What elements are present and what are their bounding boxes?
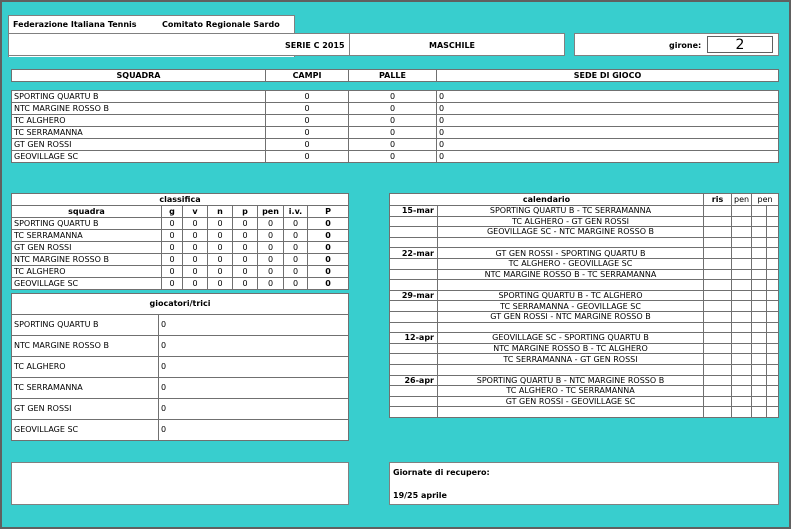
table-row bbox=[390, 333, 779, 344]
col-pen-2: pen bbox=[752, 194, 779, 206]
table-cell[interactable]: 0 bbox=[208, 218, 233, 230]
match-date bbox=[390, 216, 438, 227]
squadre-table bbox=[11, 90, 779, 163]
result-cell[interactable] bbox=[732, 206, 752, 217]
match-date bbox=[390, 343, 438, 354]
match-date bbox=[390, 354, 438, 365]
result-cell[interactable] bbox=[752, 396, 767, 407]
result-cell[interactable] bbox=[732, 364, 752, 375]
table-row bbox=[390, 269, 779, 280]
table-row bbox=[12, 139, 779, 151]
result-cell[interactable] bbox=[767, 269, 779, 280]
match-cell[interactable]: GT GEN ROSSI - GEOVILLAGE SC bbox=[438, 396, 704, 407]
table-row bbox=[390, 386, 779, 397]
result-cell[interactable] bbox=[732, 322, 752, 333]
table-row bbox=[390, 364, 779, 375]
table-cell[interactable]: TC ALGHERO bbox=[12, 357, 159, 378]
match-date bbox=[390, 269, 438, 280]
result-cell[interactable] bbox=[732, 407, 752, 418]
result-cell[interactable] bbox=[752, 343, 767, 354]
table-cell[interactable]: 0 bbox=[266, 103, 349, 115]
match-date bbox=[390, 258, 438, 269]
match-cell[interactable]: TC SERRAMANNA - GEOVILLAGE SC bbox=[438, 301, 704, 312]
divider bbox=[349, 34, 350, 55]
result-cell[interactable] bbox=[752, 227, 767, 238]
table-cell[interactable]: 0 bbox=[258, 242, 284, 254]
result-cell[interactable] bbox=[752, 375, 767, 386]
table-row bbox=[12, 357, 349, 378]
table-cell[interactable]: 0 bbox=[183, 218, 208, 230]
table-cell[interactable]: GT GEN ROSSI bbox=[12, 399, 159, 420]
table-cell[interactable]: 0 bbox=[266, 127, 349, 139]
table-cell[interactable]: 0 bbox=[162, 230, 183, 242]
table-cell[interactable]: 0 bbox=[258, 218, 284, 230]
match-cell[interactable] bbox=[438, 280, 704, 291]
col-ris: ris bbox=[704, 194, 732, 206]
result-cell[interactable] bbox=[752, 354, 767, 365]
table-cell[interactable]: 0 bbox=[258, 254, 284, 266]
table-row bbox=[12, 151, 779, 163]
table-row bbox=[12, 91, 779, 103]
result-cell[interactable] bbox=[732, 258, 752, 269]
table-row bbox=[12, 278, 349, 290]
table-row bbox=[390, 227, 779, 238]
table-cell[interactable]: 0 bbox=[437, 127, 779, 139]
result-cell[interactable] bbox=[732, 386, 752, 397]
col-palle: PALLE bbox=[349, 70, 437, 82]
match-cell[interactable] bbox=[438, 237, 704, 248]
table-row bbox=[12, 420, 349, 441]
giocatori-title: giocatori/trici bbox=[12, 294, 349, 315]
table-cell[interactable]: 0 bbox=[349, 151, 437, 163]
result-cell[interactable] bbox=[752, 258, 767, 269]
match-date bbox=[390, 407, 438, 418]
result-cell[interactable] bbox=[732, 216, 752, 227]
match-date bbox=[390, 386, 438, 397]
table-cell[interactable]: TC ALGHERO bbox=[12, 115, 266, 127]
classifica-col-header: i.v. bbox=[284, 206, 308, 218]
result-cell[interactable] bbox=[732, 301, 752, 312]
match-cell[interactable]: TC ALGHERO - GT GEN ROSSI bbox=[438, 216, 704, 227]
result-cell[interactable] bbox=[767, 248, 779, 259]
result-cell[interactable] bbox=[752, 280, 767, 291]
table-cell[interactable]: TC ALGHERO bbox=[12, 266, 162, 278]
col-campi: CAMPI bbox=[266, 70, 349, 82]
result-cell[interactable] bbox=[732, 354, 752, 365]
serie-box bbox=[8, 33, 565, 56]
col-pen-1: pen bbox=[732, 194, 752, 206]
table-cell[interactable]: 0 bbox=[208, 266, 233, 278]
table-cell[interactable]: 0 bbox=[258, 266, 284, 278]
match-cell[interactable]: GT GEN ROSSI - SPORTING QUARTU B bbox=[438, 248, 704, 259]
table-cell[interactable]: SPORTING QUARTU B bbox=[12, 315, 159, 336]
table-cell[interactable]: GEOVILLAGE SC bbox=[12, 278, 162, 290]
recupero-title: Giornate di recupero: bbox=[393, 468, 490, 477]
result-cell[interactable] bbox=[752, 206, 767, 217]
result-cell[interactable] bbox=[767, 311, 779, 322]
result-cell[interactable] bbox=[752, 364, 767, 375]
table-row bbox=[12, 254, 349, 266]
result-cell[interactable] bbox=[767, 227, 779, 238]
match-date bbox=[390, 311, 438, 322]
match-date bbox=[390, 301, 438, 312]
table-cell[interactable]: 0 bbox=[159, 378, 349, 399]
result-cell[interactable] bbox=[767, 343, 779, 354]
table-row bbox=[12, 230, 349, 242]
match-date bbox=[390, 322, 438, 333]
table-cell[interactable]: TC SERRAMANNA bbox=[12, 230, 162, 242]
match-date bbox=[390, 280, 438, 291]
table-row bbox=[390, 290, 779, 301]
table-cell[interactable]: 0 bbox=[437, 91, 779, 103]
result-cell[interactable] bbox=[732, 333, 752, 344]
classifica-col-header: P bbox=[308, 206, 349, 218]
result-cell[interactable] bbox=[732, 343, 752, 354]
result-cell[interactable] bbox=[732, 227, 752, 238]
result-cell[interactable] bbox=[704, 375, 732, 386]
table-cell[interactable]: 0 bbox=[159, 357, 349, 378]
table-row bbox=[12, 103, 779, 115]
girone-label: girone: bbox=[669, 41, 702, 50]
table-cell[interactable]: 0 bbox=[183, 230, 208, 242]
table-cell[interactable]: 0 bbox=[233, 242, 258, 254]
result-cell[interactable] bbox=[767, 258, 779, 269]
table-row bbox=[12, 378, 349, 399]
table-cell[interactable]: GEOVILLAGE SC bbox=[12, 151, 266, 163]
table-row bbox=[12, 336, 349, 357]
table-row bbox=[12, 315, 349, 336]
recupero-panel bbox=[389, 462, 779, 505]
table-cell[interactable]: 0 bbox=[308, 230, 349, 242]
result-cell[interactable] bbox=[704, 290, 732, 301]
table-row bbox=[12, 127, 779, 139]
result-cell[interactable] bbox=[752, 386, 767, 397]
result-cell[interactable] bbox=[752, 237, 767, 248]
match-cell[interactable] bbox=[438, 364, 704, 375]
table-cell[interactable]: 0 bbox=[208, 278, 233, 290]
match-date bbox=[390, 237, 438, 248]
table-cell[interactable]: 0 bbox=[233, 230, 258, 242]
girone-value-cell[interactable]: 2 bbox=[707, 36, 773, 53]
table-cell[interactable]: GT GEN ROSSI bbox=[12, 139, 266, 151]
table-row bbox=[390, 216, 779, 227]
table-cell[interactable]: 0 bbox=[349, 103, 437, 115]
match-date: 22-mar bbox=[390, 248, 438, 259]
table-row bbox=[390, 375, 779, 386]
table-row bbox=[390, 206, 779, 217]
col-sede: SEDE DI GIOCO bbox=[437, 70, 779, 82]
table-row bbox=[12, 115, 779, 127]
table-cell[interactable]: 0 bbox=[183, 242, 208, 254]
table-row bbox=[390, 280, 779, 291]
table-cell[interactable]: 0 bbox=[162, 242, 183, 254]
result-cell[interactable] bbox=[767, 386, 779, 397]
col-squadra: SQUADRA bbox=[12, 70, 266, 82]
table-row bbox=[390, 301, 779, 312]
table-cell[interactable]: GEOVILLAGE SC bbox=[12, 420, 159, 441]
result-cell[interactable] bbox=[767, 206, 779, 217]
result-cell[interactable] bbox=[752, 333, 767, 344]
table-cell[interactable]: 0 bbox=[308, 278, 349, 290]
table-cell[interactable]: 0 bbox=[284, 254, 308, 266]
table-cell[interactable]: 0 bbox=[258, 230, 284, 242]
calendario-title: calendario bbox=[390, 194, 704, 206]
result-cell[interactable] bbox=[704, 269, 732, 280]
table-cell[interactable]: 0 bbox=[308, 254, 349, 266]
match-cell[interactable]: GEOVILLAGE SC - SPORTING QUARTU B bbox=[438, 333, 704, 344]
classifica-col-header: p bbox=[233, 206, 258, 218]
match-date bbox=[390, 364, 438, 375]
committee-title: Comitato Regionale Sardo bbox=[162, 20, 280, 29]
result-cell[interactable] bbox=[767, 354, 779, 365]
org-title: Federazione Italiana Tennis bbox=[13, 20, 137, 29]
match-date: 15-mar bbox=[390, 206, 438, 217]
classifica-col-header: v bbox=[183, 206, 208, 218]
match-date: 26-apr bbox=[390, 375, 438, 386]
girone-box bbox=[574, 33, 779, 56]
match-cell[interactable]: GT GEN ROSSI - NTC MARGINE ROSSO B bbox=[438, 311, 704, 322]
calendario-table bbox=[389, 193, 779, 418]
match-cell[interactable]: TC SERRAMANNA - GT GEN ROSSI bbox=[438, 354, 704, 365]
result-cell[interactable] bbox=[752, 311, 767, 322]
table-cell[interactable]: 0 bbox=[284, 278, 308, 290]
table-cell[interactable]: 0 bbox=[349, 127, 437, 139]
table-cell[interactable]: NTC MARGINE ROSSO B bbox=[12, 103, 266, 115]
table-row bbox=[390, 322, 779, 333]
table-cell[interactable]: TC SERRAMANNA bbox=[12, 378, 159, 399]
result-cell[interactable] bbox=[704, 216, 732, 227]
match-cell[interactable]: TC ALGHERO - TC SERRAMANNA bbox=[438, 386, 704, 397]
table-cell[interactable]: 0 bbox=[349, 115, 437, 127]
match-date: 29-mar bbox=[390, 290, 438, 301]
result-cell[interactable] bbox=[704, 258, 732, 269]
table-cell[interactable]: 0 bbox=[208, 242, 233, 254]
table-cell[interactable]: 0 bbox=[162, 218, 183, 230]
result-cell[interactable] bbox=[704, 301, 732, 312]
table-row bbox=[12, 266, 349, 278]
match-date bbox=[390, 396, 438, 407]
table-cell[interactable]: 0 bbox=[284, 218, 308, 230]
table-cell[interactable]: 0 bbox=[159, 336, 349, 357]
classifica-col-header: n bbox=[208, 206, 233, 218]
classifica-col-header: g bbox=[162, 206, 183, 218]
match-date: 12-apr bbox=[390, 333, 438, 344]
match-cell[interactable] bbox=[438, 407, 704, 418]
result-cell[interactable] bbox=[752, 407, 767, 418]
result-cell[interactable] bbox=[704, 248, 732, 259]
table-cell[interactable]: 0 bbox=[284, 266, 308, 278]
result-cell[interactable] bbox=[704, 206, 732, 217]
result-cell[interactable] bbox=[704, 237, 732, 248]
match-cell[interactable]: NTC MARGINE ROSSO B - TC SERRAMANNA bbox=[438, 269, 704, 280]
table-row bbox=[390, 407, 779, 418]
result-cell[interactable] bbox=[704, 227, 732, 238]
table-row bbox=[12, 218, 349, 230]
table-cell[interactable]: 0 bbox=[183, 278, 208, 290]
table-cell[interactable]: 0 bbox=[308, 266, 349, 278]
table-cell[interactable]: NTC MARGINE ROSSO B bbox=[12, 254, 162, 266]
result-cell[interactable] bbox=[732, 375, 752, 386]
match-cell[interactable] bbox=[438, 322, 704, 333]
table-cell[interactable]: SPORTING QUARTU B bbox=[12, 218, 162, 230]
result-cell[interactable] bbox=[704, 280, 732, 291]
match-cell[interactable]: SPORTING QUARTU B - TC SERRAMANNA bbox=[438, 206, 704, 217]
table-cell[interactable]: 0 bbox=[208, 254, 233, 266]
table-row bbox=[390, 248, 779, 259]
result-cell[interactable] bbox=[767, 301, 779, 312]
match-cell[interactable]: NTC MARGINE ROSSO B - TC ALGHERO bbox=[438, 343, 704, 354]
table-cell[interactable]: 0 bbox=[159, 399, 349, 420]
table-cell[interactable]: 0 bbox=[208, 230, 233, 242]
category-label: MASCHILE bbox=[429, 41, 476, 50]
result-cell[interactable] bbox=[752, 290, 767, 301]
result-cell[interactable] bbox=[767, 407, 779, 418]
empty-panel bbox=[11, 462, 349, 505]
table-cell[interactable]: 0 bbox=[266, 151, 349, 163]
result-cell[interactable] bbox=[732, 290, 752, 301]
result-cell[interactable] bbox=[704, 333, 732, 344]
table-cell[interactable]: SPORTING QUARTU B bbox=[12, 91, 266, 103]
result-cell[interactable] bbox=[767, 396, 779, 407]
result-cell[interactable] bbox=[767, 216, 779, 227]
table-cell[interactable]: 0 bbox=[233, 266, 258, 278]
result-cell[interactable] bbox=[732, 396, 752, 407]
match-cell[interactable]: SPORTING QUARTU B - TC ALGHERO bbox=[438, 290, 704, 301]
match-cell[interactable]: SPORTING QUARTU B - NTC MARGINE ROSSO B bbox=[438, 375, 704, 386]
giocatori-table bbox=[11, 293, 349, 441]
table-cell[interactable]: 0 bbox=[437, 103, 779, 115]
result-cell[interactable] bbox=[704, 407, 732, 418]
recupero-dates: 19/25 aprile bbox=[393, 491, 447, 500]
result-cell[interactable] bbox=[732, 269, 752, 280]
table-cell[interactable]: 0 bbox=[349, 139, 437, 151]
classifica-col-header: squadra bbox=[12, 206, 162, 218]
table-cell[interactable]: 0 bbox=[266, 139, 349, 151]
match-cell[interactable]: TC ALGHERO - GEOVILLAGE SC bbox=[438, 258, 704, 269]
table-cell[interactable]: 0 bbox=[437, 151, 779, 163]
result-cell[interactable] bbox=[704, 386, 732, 397]
table-row bbox=[390, 237, 779, 248]
result-cell[interactable] bbox=[704, 311, 732, 322]
table-cell[interactable]: 0 bbox=[266, 91, 349, 103]
table-cell[interactable]: 0 bbox=[284, 242, 308, 254]
table-row bbox=[390, 311, 779, 322]
serie-label: SERIE C 2015 bbox=[285, 41, 345, 50]
result-cell[interactable] bbox=[767, 333, 779, 344]
table-cell[interactable]: 0 bbox=[233, 278, 258, 290]
result-cell[interactable] bbox=[732, 280, 752, 291]
table-cell[interactable]: 0 bbox=[308, 242, 349, 254]
result-cell[interactable] bbox=[752, 248, 767, 259]
result-cell[interactable] bbox=[767, 375, 779, 386]
table-cell[interactable]: 0 bbox=[162, 266, 183, 278]
table-cell[interactable]: 0 bbox=[159, 420, 349, 441]
table-cell[interactable]: 0 bbox=[233, 218, 258, 230]
table-cell[interactable]: 0 bbox=[437, 139, 779, 151]
classifica-title: classifica bbox=[12, 194, 349, 206]
table-cell[interactable]: NTC MARGINE ROSSO B bbox=[12, 336, 159, 357]
table-cell[interactable]: 0 bbox=[183, 254, 208, 266]
result-cell[interactable] bbox=[732, 248, 752, 259]
result-cell[interactable] bbox=[704, 396, 732, 407]
table-cell[interactable]: 0 bbox=[284, 230, 308, 242]
result-cell[interactable] bbox=[767, 290, 779, 301]
classifica-table bbox=[11, 193, 349, 290]
table-row bbox=[390, 343, 779, 354]
table-cell[interactable]: 0 bbox=[266, 115, 349, 127]
result-cell[interactable] bbox=[704, 343, 732, 354]
result-cell[interactable] bbox=[752, 322, 767, 333]
result-cell[interactable] bbox=[732, 311, 752, 322]
table-row bbox=[390, 354, 779, 365]
result-cell[interactable] bbox=[752, 269, 767, 280]
table-cell[interactable]: 0 bbox=[258, 278, 284, 290]
table-cell[interactable]: 0 bbox=[308, 218, 349, 230]
table-row bbox=[12, 399, 349, 420]
result-cell[interactable] bbox=[704, 364, 732, 375]
result-cell[interactable] bbox=[752, 301, 767, 312]
result-cell[interactable] bbox=[704, 322, 732, 333]
result-cell[interactable] bbox=[767, 280, 779, 291]
table-cell[interactable]: 0 bbox=[162, 278, 183, 290]
table-row bbox=[390, 258, 779, 269]
result-cell[interactable] bbox=[732, 237, 752, 248]
table-cell[interactable]: 0 bbox=[349, 91, 437, 103]
result-cell[interactable] bbox=[767, 364, 779, 375]
result-cell[interactable] bbox=[767, 237, 779, 248]
table-cell[interactable]: 0 bbox=[183, 266, 208, 278]
result-cell[interactable] bbox=[752, 216, 767, 227]
match-date bbox=[390, 227, 438, 238]
table-cell[interactable]: GT GEN ROSSI bbox=[12, 242, 162, 254]
result-cell[interactable] bbox=[767, 322, 779, 333]
result-cell[interactable] bbox=[704, 354, 732, 365]
squadre-header-table bbox=[11, 69, 779, 82]
table-cell[interactable]: 0 bbox=[162, 254, 183, 266]
table-cell[interactable]: 0 bbox=[233, 254, 258, 266]
table-cell[interactable]: 0 bbox=[437, 115, 779, 127]
table-cell[interactable]: 0 bbox=[159, 315, 349, 336]
classifica-col-header: pen bbox=[258, 206, 284, 218]
table-row bbox=[390, 396, 779, 407]
table-row bbox=[12, 242, 349, 254]
match-cell[interactable]: GEOVILLAGE SC - NTC MARGINE ROSSO B bbox=[438, 227, 704, 238]
table-cell[interactable]: TC SERRAMANNA bbox=[12, 127, 266, 139]
